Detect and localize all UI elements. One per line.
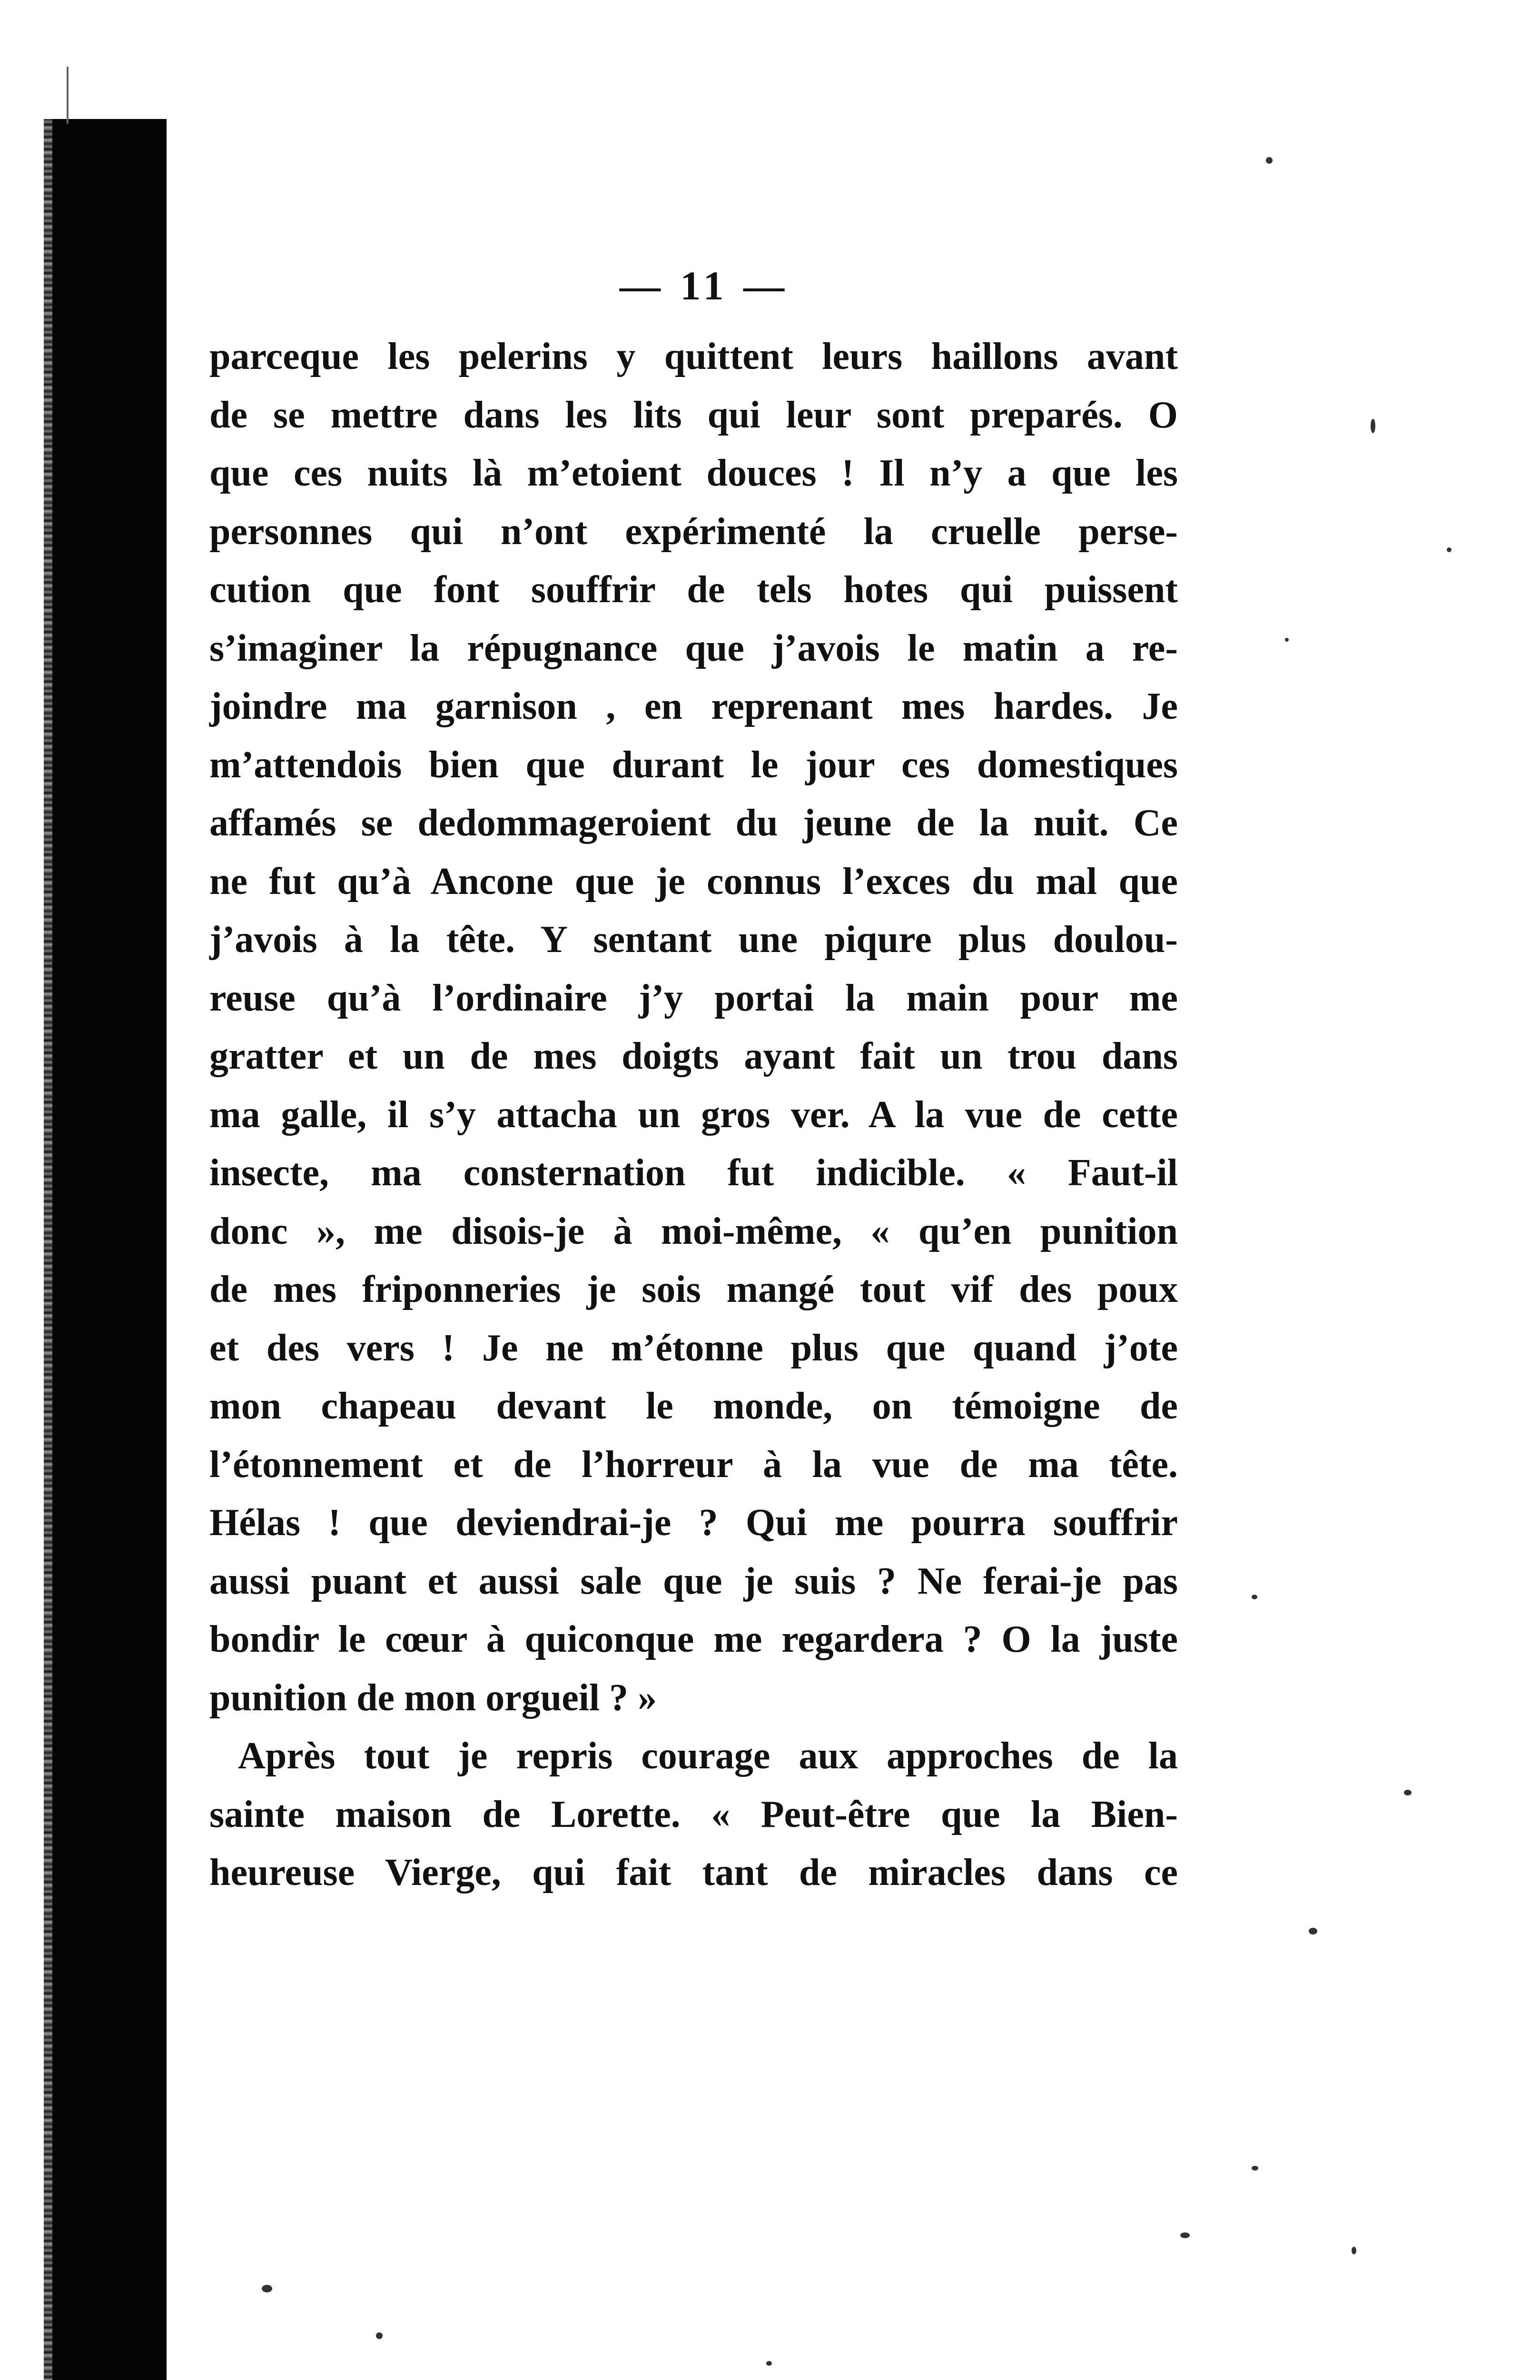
scan-speck xyxy=(1252,2166,1258,2171)
scan-speck xyxy=(1404,1790,1412,1795)
spine-edge xyxy=(44,119,52,2380)
text-line: j’avois à la tête. Y sentant une piqure plus doulou- xyxy=(209,919,1178,961)
text-line: Hélas ! que deviendrai-je ? Qui me pourra souffrir xyxy=(209,1502,1178,1544)
text-line: affamés se dedommageroient du jeune de la nuit. Ce xyxy=(209,802,1178,844)
text-line: de mes friponneries je sois mangé tout vif des poux xyxy=(209,1269,1178,1310)
text-line: s’imaginer la répugnance que j’avois le matin a re- xyxy=(209,627,1178,669)
text-line: personnes qui n’ont expérimenté la cruelle perse- xyxy=(209,510,1178,553)
text-line: parceque les pelerins y quittent leurs haillons avant xyxy=(209,336,1178,377)
book-spine-shadow xyxy=(48,119,167,2380)
text-line: insecte, ma consternation fut indicible. « Faut-il xyxy=(209,1152,1178,1194)
text-line: mon chapeau devant le monde, on témoigne de xyxy=(209,1385,1178,1427)
scan-speck xyxy=(1285,638,1289,642)
text-line: bondir le cœur à quiconque me regardera ? O la juste xyxy=(209,1618,1178,1660)
text-line: et des vers ! Je ne m’étonne plus que quand j’ote xyxy=(209,1327,1178,1369)
text-line: Après tout je repris courage aux approches de la xyxy=(238,1735,1178,1777)
text-line: de se mettre dans les lits qui leur sont preparés. O xyxy=(209,394,1178,436)
text-line: m’attendois bien que durant le jour ces domestiques xyxy=(209,744,1178,786)
text-line: ma galle, il s’y attacha un gros ver. A la vue de cette xyxy=(209,1093,1178,1136)
text-line: que ces nuits là m’etoient douces ! Il n’y a que les xyxy=(209,452,1178,494)
text-line: l’étonnement et de l’horreur à la vue de ma tête. xyxy=(209,1443,1178,1486)
gutter-mark xyxy=(67,67,69,124)
scan-speck xyxy=(376,2332,383,2339)
scan-speck xyxy=(1266,157,1273,164)
scan-speck xyxy=(1447,547,1451,552)
scan-speck xyxy=(1352,2247,1356,2254)
text-line: cution que font souffrir de tels hotes qui puissent xyxy=(209,569,1178,611)
text-line: gratter et un de mes doigts ayant fait un trou dans xyxy=(209,1035,1178,1077)
text-line: reuse qu’à l’ordinaire j’y portai la main pour me xyxy=(209,977,1178,1019)
scan-speck xyxy=(262,2285,272,2292)
scan-speck xyxy=(1252,1595,1257,1599)
text-line: sainte maison de Lorette. « Peut-être que la Bien- xyxy=(209,1793,1178,1835)
text-line: heureuse Vierge, qui fait tant de miracles dans ce xyxy=(209,1852,1178,1894)
scan-speck xyxy=(1371,419,1375,433)
page-number: — 11 — xyxy=(619,263,790,308)
text-line: aussi puant et aussi sale que je suis ? Ne ferai-je pas xyxy=(209,1560,1178,1602)
scan-speck xyxy=(766,2361,772,2366)
text-line: joindre ma garnison , en reprenant mes hardes. Je xyxy=(209,685,1178,727)
text-line: punition de mon orgueil ? » xyxy=(209,1676,657,1719)
text-line: ne fut qu’à Ancone que je connus l’exces du mal que xyxy=(209,860,1178,902)
scan-speck xyxy=(1309,1928,1317,1934)
text-line: donc », me disois-je à moi-même, « qu’en punition xyxy=(209,1210,1178,1252)
scan-speck xyxy=(1180,2232,1190,2238)
body-text xyxy=(209,327,1178,1902)
